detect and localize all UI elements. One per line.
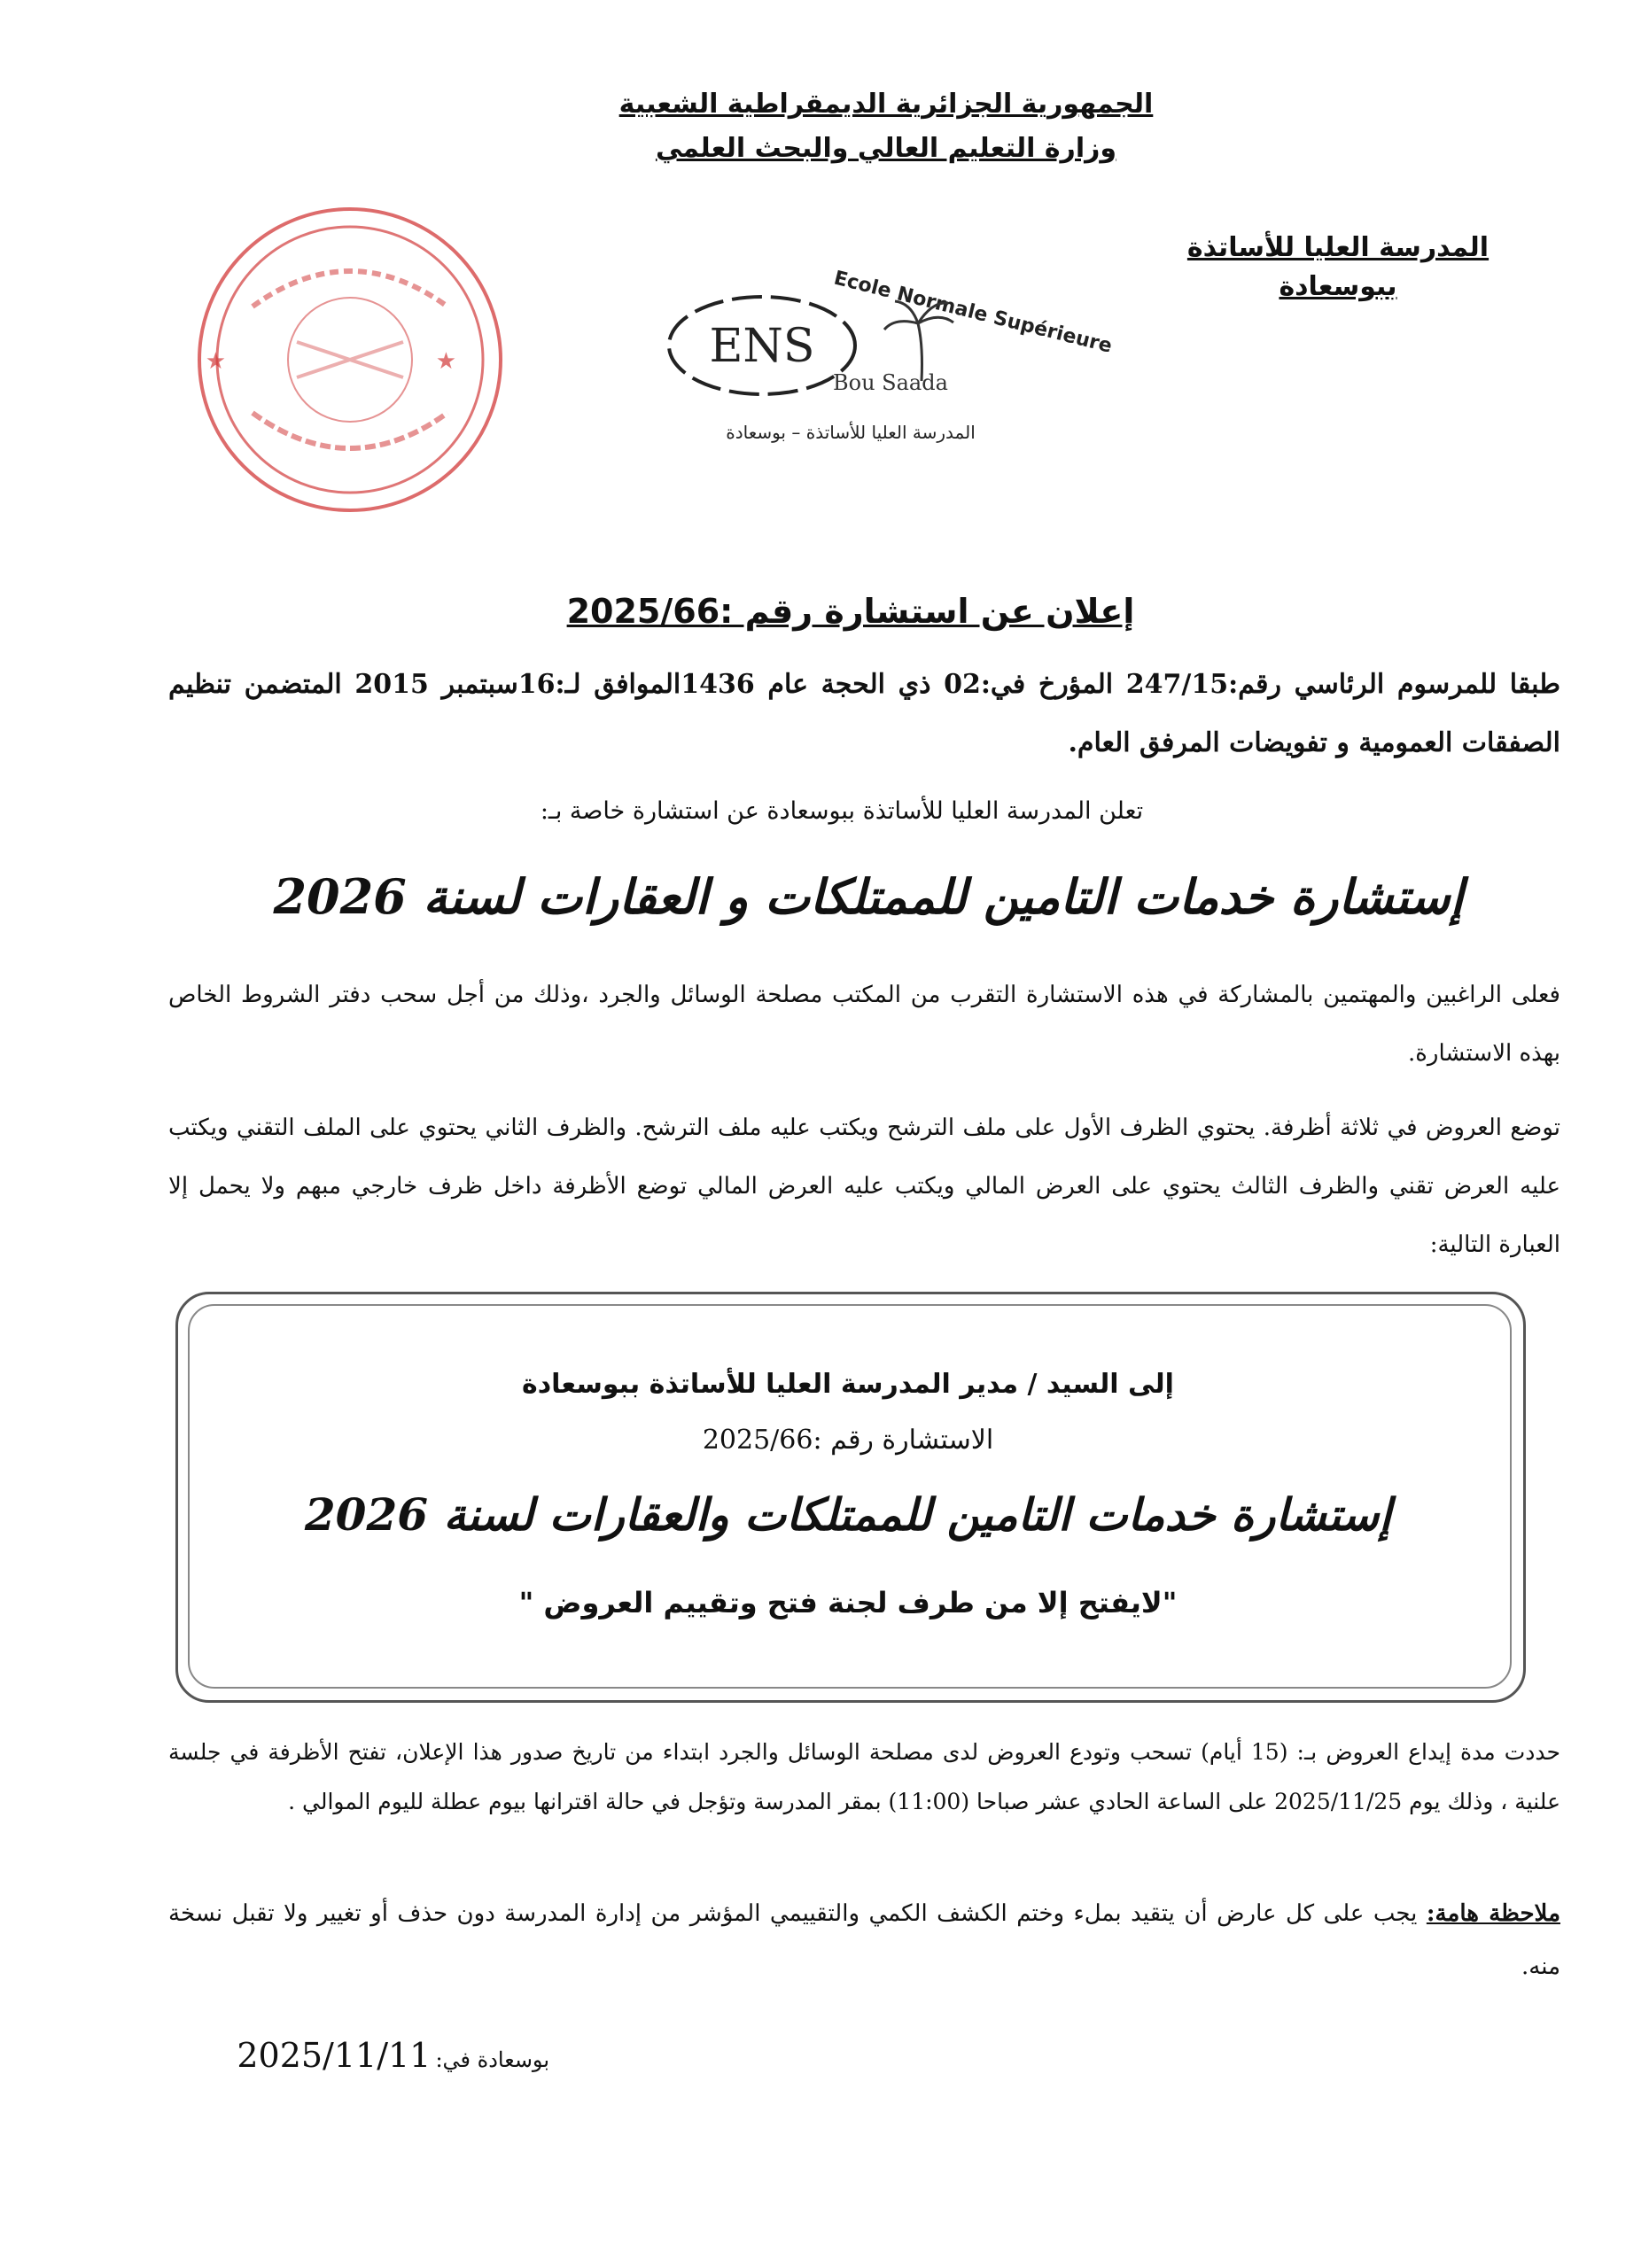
- subject-title: إستشارة خدمات التامين للممتلكات و العقارات لسنة 2026: [273, 868, 1464, 925]
- ens-logo: [656, 248, 1115, 452]
- announcement-title: إعلان عن استشارة رقم :2025/66: [566, 592, 1135, 631]
- svg-text:★: ★: [435, 348, 456, 375]
- participation-paragraph: فعلى الراغبين والمهتمين بالمشاركة في هذه الاستشارة التقرب من المكتب مصلحة الوسائل والجرد ،وذلك من أجل سحب دفتر الشروط الخاص بهذه الاستشارة.: [168, 982, 1560, 1067]
- logo-arabic-caption: المدرسة العليا للأساتذة – بوسعادة: [726, 422, 976, 443]
- important-note: [168, 1887, 1560, 1993]
- logo-city: Bou Saada: [833, 370, 948, 395]
- envelope-reference: الاستشارة رقم :2025/66: [702, 1425, 994, 1456]
- republic-header: الجمهورية الجزائرية الديمقراطية الشعبية: [618, 89, 1154, 120]
- decree-reference: طبقا للمرسوم الرئاسي رقم:247/15 المؤرخ في:02 ذي الحجة عام 1436الموافق لـ:16سبتمبر 2015 المتضمن تنظيم الصفقات العمومية و تفويضات المرفق العام.: [168, 669, 1560, 758]
- logo-abbr: ENS: [709, 320, 815, 373]
- envelope-addressee: إلى السيد / مدير المدرسة العليا للأساتذة ببوسعادة: [522, 1369, 1174, 1400]
- school-name: المدرسة العليا للأساتذة: [1186, 232, 1490, 263]
- logo-arc-text: Ecole Normale Supérieure: [831, 267, 1115, 358]
- note-text: يجب على كل عارض أن يتقيد بملء وختم الكشف الكمي والتقييمي المؤشر من إدارة المدرسة دون حذف أو تغيير ولا تقبل نسخة منه.: [168, 1900, 1560, 1980]
- issue-date: 2025/11/11: [237, 2036, 432, 2075]
- intro-line: تعلن المدرسة العليا للأساتذة ببوسعادة عن استشارة خاصة بـ:: [540, 797, 1144, 825]
- school-city: ببوسعادة: [1279, 271, 1397, 302]
- place-label: بوسعادة في:: [435, 2047, 549, 2072]
- note-label: ملاحظة هامة:: [1426, 1900, 1560, 1927]
- official-stamp: [191, 200, 509, 519]
- envelope-warning: "لايفتح إلا من طرف لجنة فتح وتقييم العروض ": [518, 1586, 1178, 1619]
- signature-line: [177, 2036, 549, 2075]
- svg-text:★: ★: [205, 348, 226, 375]
- envelopes-paragraph: توضع العروض في ثلاثة أظرفة. يحتوي الظرف الأول على ملف الترشح ويكتب عليه ملف الترشح. والظرف الثاني يحتوي على الملف التقني ويكتب عليه العرض تقني والظرف الثالث يحتوي على العرض المالي ويكتب عليه العرض المالي توضع الأظرفة داخل ظرف خارجي مبهم ولا يحمل إلا العبارة التالية:: [168, 1115, 1560, 1258]
- ministry-header: وزارة التعليم العالي والبحث العلمي: [655, 133, 1117, 164]
- deadline-paragraph: حددت مدة إيداع العروض بـ: (15 أيام) تسحب وتودع العروض لدى مصلحة الوسائل والجرد ابتداء من تاريخ صدور هذا الإعلان، تفتح الأظرفة في جلسة علنية ، وذلك يوم 2025/11/25 على الساعة الحادي عشر صباحا (11:00) بمقر المدرسة وتؤجل في حالة اقترانها بيوم عطلة لليوم الموالي .: [168, 1739, 1560, 1814]
- envelope-subject: إستشارة خدمات التامين للممتلكات والعقارات لسنة 2026: [304, 1488, 1392, 1541]
